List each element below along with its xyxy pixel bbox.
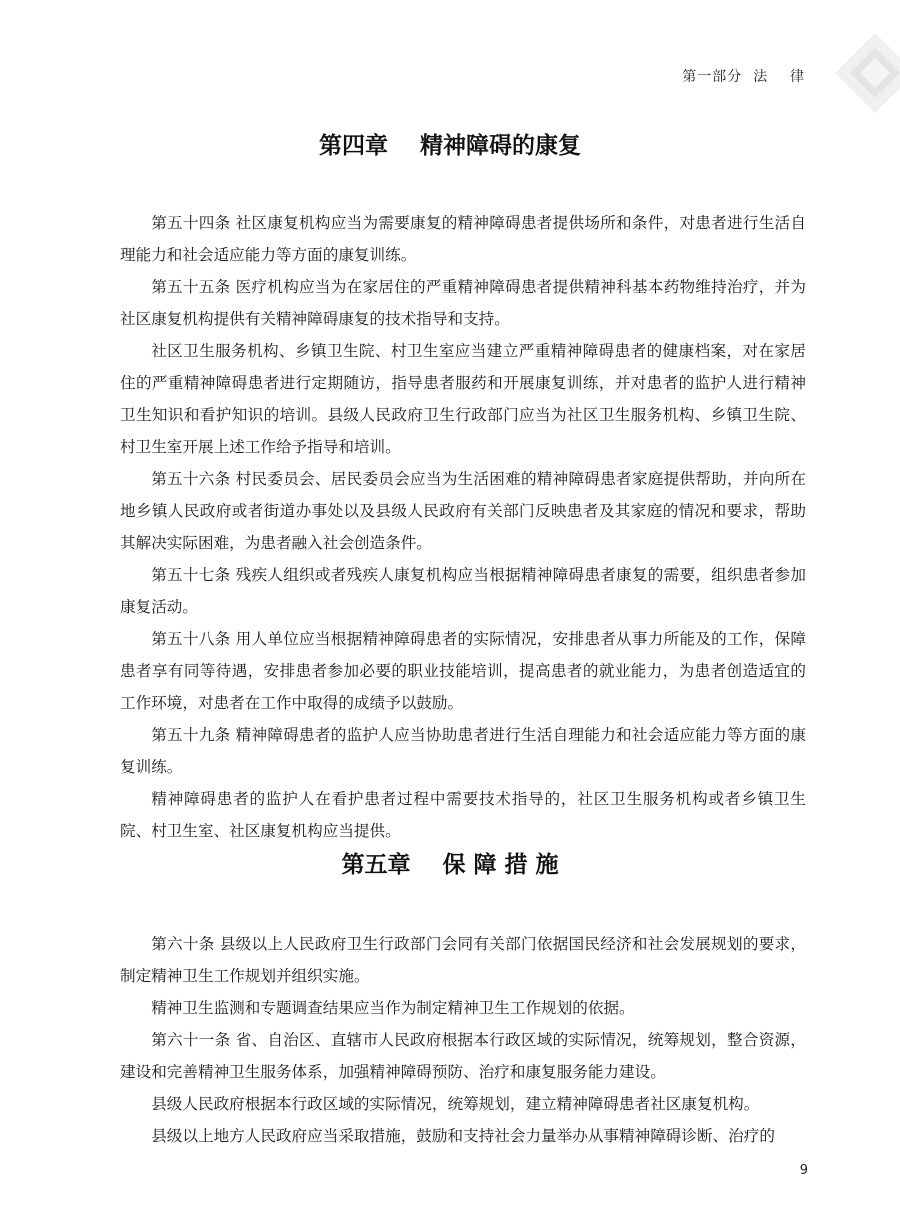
article-61-paragraph-2: 县级人民政府根据本行政区域的实际情况，统筹规划，建立精神障碍患者社区康复机构。 xyxy=(151,1095,760,1113)
chapter-4-body xyxy=(120,207,806,847)
article-61: 第六十一条 省、自治区、直辖市人民政府根据本行政区域的实际情况，统筹规划，整合资源，建设和完善精神卫生服务体系，加强精神障碍预防、治疗和康复服务能力建设。 xyxy=(120,1031,806,1081)
chapter-5-body xyxy=(120,928,806,1152)
article-60: 第六十条 县级以上人民政府卫生行政部门会同有关部门依据国民经济和社会发展规划的要求，制定精神卫生工作规划并组织实施。 xyxy=(120,935,806,985)
running-head: 第一部分 法 律 xyxy=(682,69,805,85)
page-number: 9 xyxy=(799,1163,808,1178)
article-61-paragraph-3: 县级以上地方人民政府应当采取措施，鼓励和支持社会力量举办从事精神障碍诊断、治疗的 xyxy=(151,1127,775,1145)
article-59: 第五十九条 精神障碍患者的监护人应当协助患者进行生活自理能力和社会适应能力等方面的康复训练。 xyxy=(120,726,806,776)
chapter-4-title: 第四章 精神障碍的康复 xyxy=(318,133,582,159)
article-56: 第五十六条 村民委员会、居民委员会应当为生活困难的精神障碍患者家庭提供帮助，并向所在地乡镇人民政府或者街道办事处以及县级人民政府有关部门反映患者及其家庭的情况和要求，帮助其解决实际困难，为患者融入社会创造条件。 xyxy=(120,470,806,552)
article-55: 第五十五条 医疗机构应当为在家居住的严重精神障碍患者提供精神科基本药物维持治疗，并为社区康复机构提供有关精神障碍康复的技术指导和支持。 xyxy=(120,278,806,328)
chapter-5-title: 第五章 保 障 措 施 xyxy=(341,852,559,878)
corner-diamond-decoration-icon xyxy=(830,28,900,118)
article-55-paragraph-2: 社区卫生服务机构、乡镇卫生院、村卫生室应当建立严重精神障碍患者的健康档案，对在家居住的严重精神障碍患者进行定期随访，指导患者服药和开展康复训练，并对患者的监护人进行精神卫生知识和看护知识的培训。县级人民政府卫生行政部门应当为社区卫生服务机构、乡镇卫生院、村卫生室开展上述工作给予指导和培训。 xyxy=(120,342,806,456)
article-57: 第五十七条 残疾人组织或者残疾人康复机构应当根据精神障碍患者康复的需要，组织患者参加康复活动。 xyxy=(120,566,806,616)
article-59-paragraph-2: 精神障碍患者的监护人在看护患者过程中需要技术指导的，社区卫生服务机构或者乡镇卫生院、村卫生室、社区康复机构应当提供。 xyxy=(120,790,806,840)
article-54: 第五十四条 社区康复机构应当为需要康复的精神障碍患者提供场所和条件，对患者进行生活自理能力和社会适应能力等方面的康复训练。 xyxy=(120,214,806,264)
article-58: 第五十八条 用人单位应当根据精神障碍患者的实际情况，安排患者从事力所能及的工作，保障患者享有同等待遇，安排患者参加必要的职业技能培训，提高患者的就业能力，为患者创造适宜的工作环境，对患者在工作中取得的成绩予以鼓励。 xyxy=(120,630,806,712)
article-60-paragraph-2: 精神卫生监测和专题调查结果应当作为制定精神卫生工作规划的依据。 xyxy=(151,999,635,1017)
